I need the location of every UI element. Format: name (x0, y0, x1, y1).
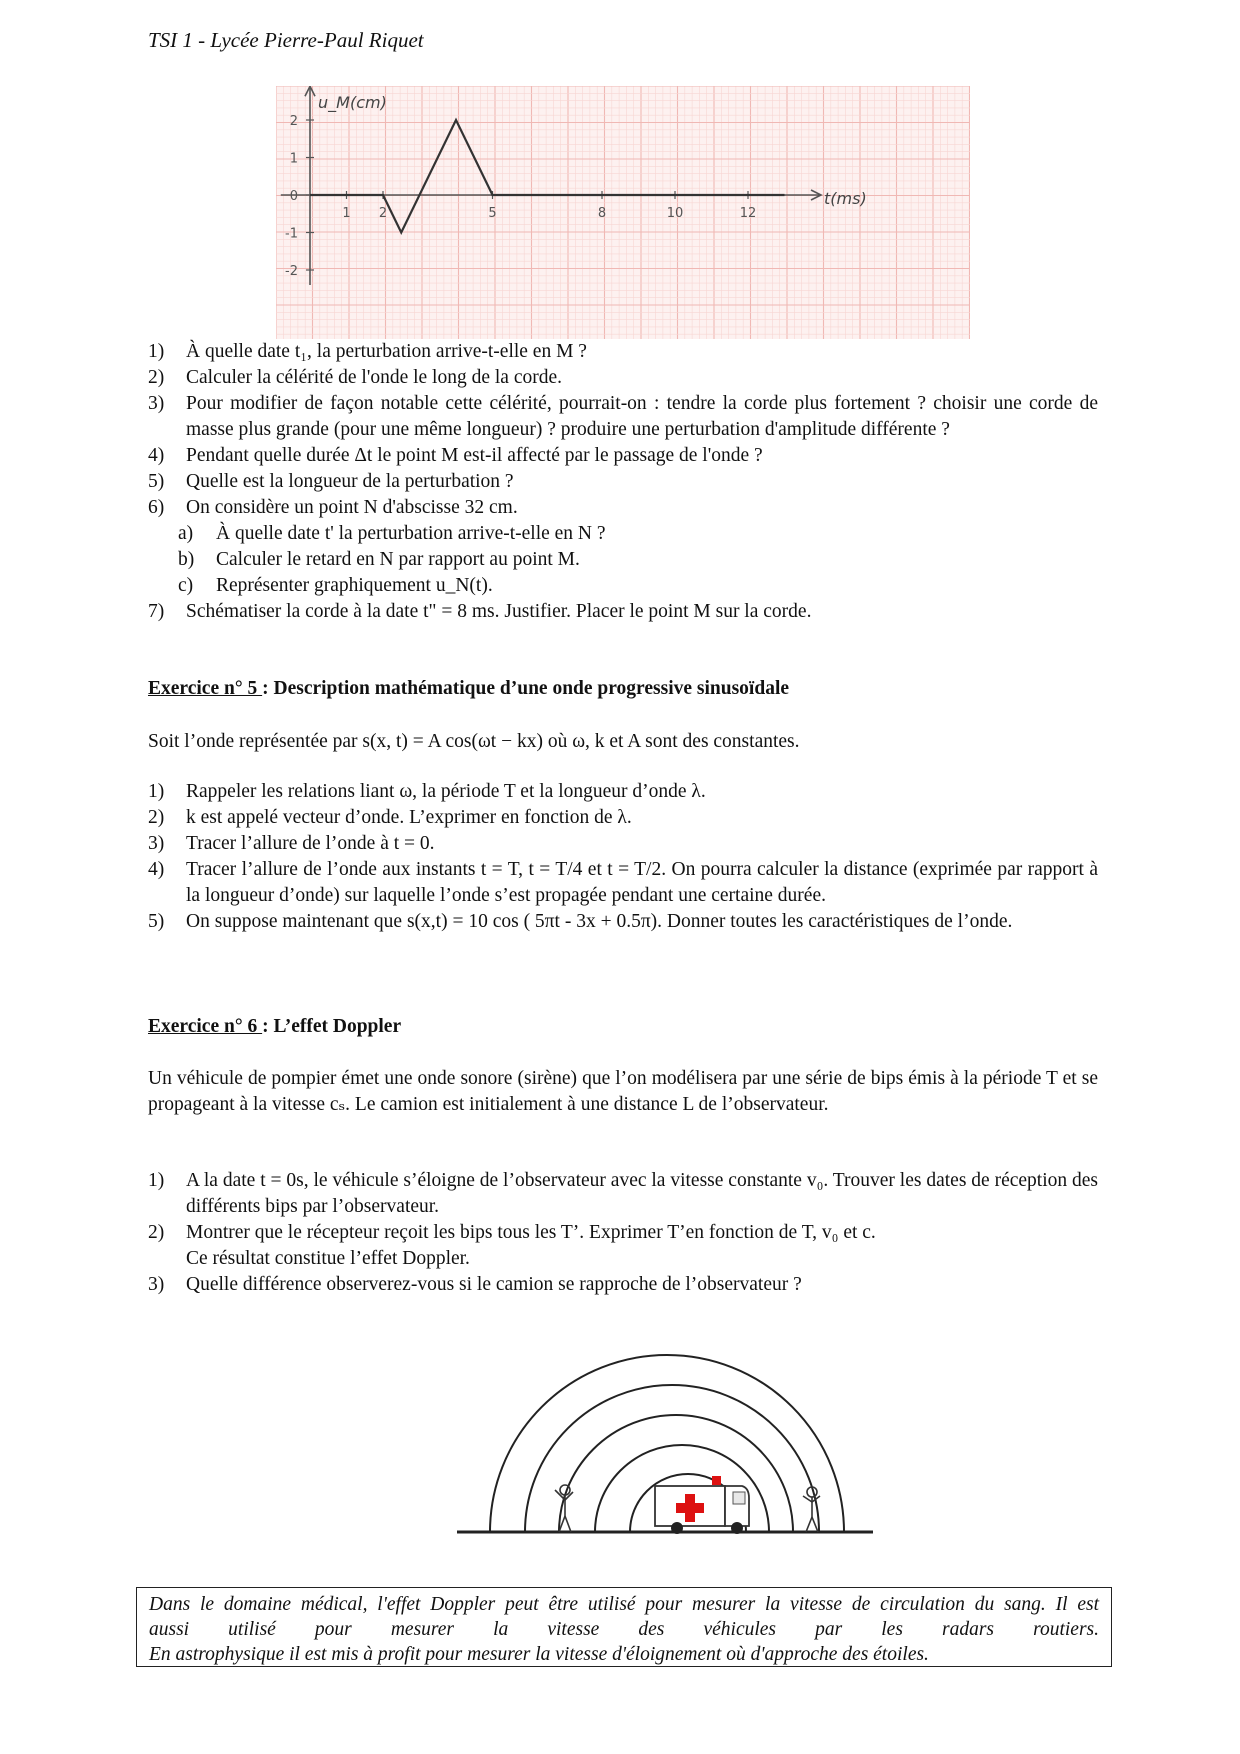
x-tick-label: 5 (488, 206, 497, 221)
question-6c: c) Représenter graphiquement u_N(t). (178, 575, 493, 596)
question-2: 2) Calculer la célérité de l'onde le long de la corde. (148, 367, 563, 388)
y-tick-label: 2 (289, 114, 298, 129)
y-tick-label: 0 (289, 189, 298, 204)
ex5-question-1: 1) Rappeler les relations liant ω, la période T et la longueur d’onde λ. (148, 781, 706, 802)
question-1: 1) À quelle date t₁, la perturbation arrive-t-elle en M ? (148, 341, 587, 362)
question-6b: b) Calculer le retard en N par rapport au point M. (178, 549, 580, 570)
ex5-question-2: 2) k est appelé vecteur d’onde. L’exprimer en fonction de λ. (148, 807, 632, 828)
exercise-6-questions (148, 1168, 1098, 1298)
page-header: TSI 1 - Lycée Pierre-Paul Riquet (148, 28, 424, 52)
observer-left-icon (555, 1485, 573, 1532)
question-4: 4) Pendant quelle durée Δt le point M est-il affecté par le passage de l'onde ? (148, 445, 763, 466)
question-6a: a) À quelle date t' la perturbation arrive-t-elle en N ? (178, 523, 606, 544)
exercise-6-heading: Exercice n° 6 : L’effet Doppler (148, 1016, 402, 1037)
ex6-question-3: 3) Quelle différence observerez-vous si le camion se rapproche de l’observateur ? (148, 1274, 802, 1295)
question-3: 3) Pour modifier de façon notable cette célérité, pourrait-on : tendre la corde plus fortement ? choisir une corde de masse plus grande (pour une même longueur) ? produire une perturbation d'amplitude différente ? (148, 393, 1098, 440)
question-5: 5) Quelle est la longueur de la perturbation ? (148, 471, 514, 492)
exercise-5-questions (148, 779, 1098, 935)
x-tick-label: 12 (739, 206, 757, 221)
ex6-question-2: 2) Montrer que le récepteur reçoit les bips tous les T’. Exprimer T’en fonction de T, v₀ et c. (148, 1222, 876, 1243)
y-tick-label: 1 (289, 151, 298, 167)
y-tick-label: -2 (285, 264, 298, 279)
x-axis-label: t(ms) (824, 189, 867, 208)
y-axis-label: u_M(cm) (318, 93, 387, 112)
exercise-4-questions (148, 339, 1098, 625)
exercise-6-intro: Un véhicule de pompier émet une onde sonore (sirène) que l’on modélisera par une série de bips émis à la période T et se propageant à la vitesse cₛ. Le camion est initialement à une distance L de l’observateur. (148, 1068, 1098, 1115)
ex5-question-3: 3) Tracer l’allure de l’onde à t = 0. (148, 833, 435, 854)
x-tick-label: 2 (378, 206, 388, 221)
x-tick-label: 8 (597, 206, 607, 221)
exercise-5-heading: Exercice n° 5 : Description mathématique d’une onde progressive sinusoïdale (148, 678, 790, 699)
ambulance-icon (655, 1476, 749, 1534)
x-tick-label: 1 (342, 206, 351, 221)
displacement-graph (276, 86, 970, 339)
y-tick-label: -1 (285, 226, 298, 242)
ex6-question-2-note: Ce résultat constitue l’effet Doppler. (186, 1248, 470, 1269)
ex6-question-1: 1) A la date t = 0s, le véhicule s’éloigne de l’observateur avec la vitesse constante v₀. Trouver les dates de réception des différents bips par l’observateur. (148, 1170, 1098, 1217)
doppler-illustration (455, 1320, 875, 1538)
exercise-5-intro: Soit l’onde représentée par s(x, t) = A cos(ωt − kx) où ω, k et A sont des constantes. (148, 731, 800, 752)
x-tick-label: 10 (666, 206, 684, 221)
doppler-applications-note: Dans le domaine médical, l'effet Doppler peut être utilisé pour mesurer la vitesse de circulation du sang. Il est aussi utilisé pour mesurer la vitesse des véhicules par les radars routiers. En astrophysique il est mis à profit pour mesurer la vitesse d'éloignement où d'approche des étoiles. (136, 1587, 1112, 1667)
ex5-question-4: 4) Tracer l’allure de l’onde aux instants t = T, t = T/4 et t = T/2. On pourra calculer la distance (exprimée par rapport à la longueur d’onde) sur laquelle l’onde s’est propagée pendant une certaine durée. (148, 859, 1098, 906)
ex5-question-5: 5) On suppose maintenant que s(x,t) = 10 cos ( 5πt - 3x + 0.5π). Donner toutes les caractéristiques de l’onde. (148, 911, 1013, 932)
question-6: 6) On considère un point N d'abscisse 32 cm. (148, 497, 518, 518)
question-7: 7) Schématiser la corde à la date t" = 8 ms. Justifier. Placer le point M sur la corde. (148, 601, 812, 622)
